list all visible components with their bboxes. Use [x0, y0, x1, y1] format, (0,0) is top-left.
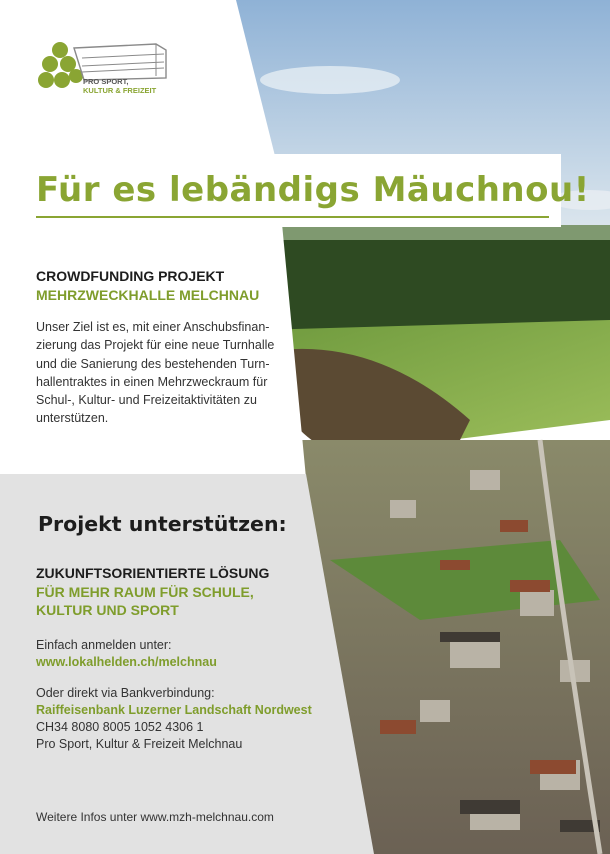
- logo-line-1: PRO SPORT,: [83, 77, 129, 86]
- intro-paragraph: [36, 318, 294, 428]
- support-title: Projekt unterstützen:: [38, 512, 287, 536]
- intro-subheading: MEHRZWECKHALLE MELCHNAU: [36, 287, 260, 303]
- bank-name: Raiffeisenbank Luzerner Landschaft Nordwest: [36, 703, 312, 717]
- intro-heading: CROWDFUNDING PROJEKT: [36, 268, 225, 284]
- title-underline: [36, 216, 549, 218]
- intro-line-4: hallentraktes in einen Mehrzweckraum für: [36, 374, 268, 389]
- intro-line-6: unterstützen.: [36, 411, 109, 426]
- intro-line-3: und die Sanierung des bestehenden Turn-: [36, 356, 270, 371]
- logo-text: [83, 77, 156, 95]
- support-heading: ZUKUNFTSORIENTIERTE LÖSUNG: [36, 565, 270, 581]
- logo-line-2: KULTUR & FREIZEIT: [83, 86, 157, 95]
- intro-line-1: Unser Ziel ist es, mit einer Anschubsfinan-: [36, 320, 270, 334]
- bank-label: Oder direkt via Bankverbindung:: [36, 686, 215, 700]
- signup-link[interactable]: www.lokalhelden.ch/melchnau: [36, 655, 217, 669]
- support-subheading-2: KULTUR UND SPORT: [36, 602, 179, 618]
- account-holder: Pro Sport, Kultur & Freizeit Melchnau: [36, 737, 243, 751]
- signup-label: Einfach anmelden unter:: [36, 638, 172, 652]
- intro-line-5: Schul-, Kultur- und Freizeitaktivitäten zu: [36, 393, 257, 408]
- iban: CH34 8080 8005 1052 4306 1: [36, 720, 204, 734]
- footer-info: Weitere Infos unter www.mzh-melchnau.com: [36, 810, 274, 824]
- support-subheading-1: FÜR MEHR RAUM FÜR SCHULE,: [36, 584, 254, 600]
- intro-line-2: zierung das Projekt für eine neue Turnhalle: [36, 338, 275, 353]
- page-title: Für es lebändigs Mäuchnou!: [36, 170, 590, 210]
